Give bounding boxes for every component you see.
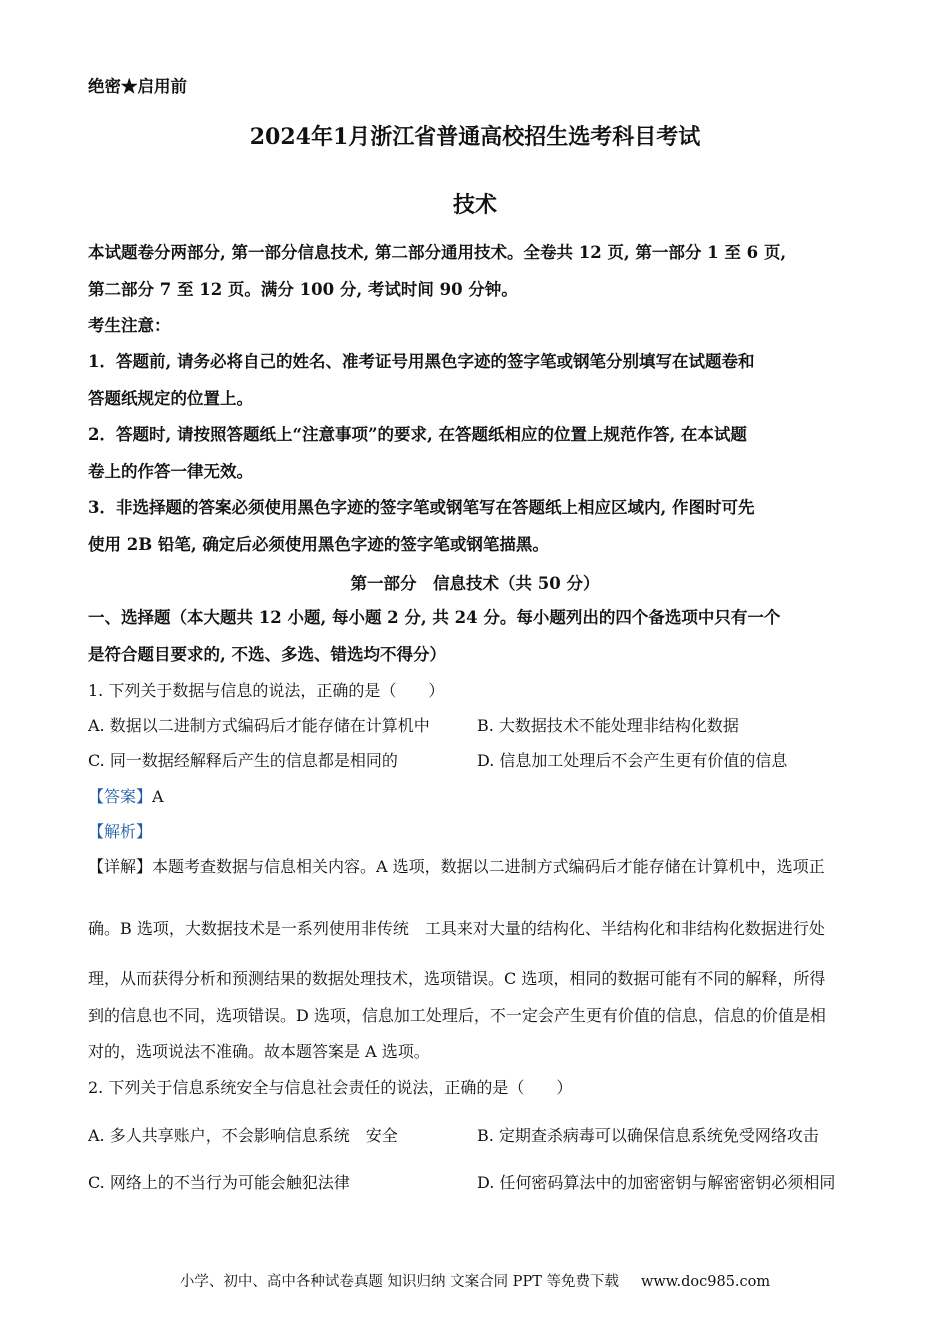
answer-label: 【答案】 [88, 787, 153, 806]
detail-text-1: 本题考查数据与信息相关内容。A 选项，数据以二进制方式编码后才能存储在计算机中，选项正 [152, 857, 825, 876]
question-1-detail-line-5: 对的，选项说法不准确。故本题答案是 A 选项。 [88, 1042, 430, 1061]
question-2-option-d: D. 任何密码算法中的加密密钥与解密密钥必须相同 [477, 1173, 836, 1192]
detail-label: 【详解】 [88, 857, 153, 876]
question-1-stem: 1. 下列关于数据与信息的说法，正确的是（ ） [88, 681, 445, 700]
notice-3-line-2: 使用 2B 铅笔, 确定后必须使用黑色字迹的签字笔或钢笔描黑。 [88, 535, 549, 554]
subject-title: 技术 [452, 192, 497, 218]
exam-title: 2024年1月浙江省普通高校招生选考科目考试 [249, 124, 701, 150]
question-2-stem: 2. 下列关于信息系统安全与信息社会责任的说法，正确的是（ ） [88, 1078, 573, 1097]
question-1-detail-line-3: 理，从而获得分析和预测结果的数据处理技术，选项错误。C 选项，相同的数据可能有不同的解释，所得 [88, 969, 826, 988]
notice-title: 考生注意： [88, 316, 171, 335]
notice-1-line-2: 答题纸规定的位置上。 [88, 389, 253, 408]
question-1-option-b: B. 大数据技术不能处理非结构化数据 [477, 716, 739, 735]
question-1-option-a: A. 数据以二进制方式编码后才能存储在计算机中 [88, 716, 430, 735]
question-1-answer [88, 786, 164, 808]
footer-text: 小学、初中、高中各种试卷真题 知识归纳 文案合同 PPT 等免费下载 [179, 1274, 619, 1290]
question-1-option-c: C. 同一数据经解释后产生的信息都是相同的 [88, 751, 398, 770]
notice-3-line-1: 3．非选择题的答案必须使用黑色字迹的签字笔或钢笔写在答题纸上相应区域内, 作图时可先 [88, 498, 755, 517]
intro-line-2: 第二部分 7 至 12 页。满分 100 分, 考试时间 90 分钟。 [88, 280, 518, 299]
confidential-label: 绝密★启用前 [88, 77, 187, 96]
section-one-line-2: 是符合题目要求的, 不选、多选、错选均不得分） [88, 645, 446, 664]
notice-2-line-2: 卷上的作答一律无效。 [88, 462, 253, 481]
question-1-option-d: D. 信息加工处理后不会产生更有价值的信息 [477, 751, 788, 770]
question-2-option-b: B. 定期查杀病毒可以确保信息系统免受网络攻击 [477, 1126, 819, 1145]
part-one-heading: 第一部分 信息技术（共 50 分） [350, 574, 600, 593]
intro-line-1: 本试题卷分两部分, 第一部分信息技术, 第二部分通用技术。全卷共 12 页, 第一部分 1 至 6 页, [88, 243, 787, 262]
answer-value: A [152, 787, 164, 806]
question-1-detail-line-1 [88, 856, 825, 878]
analysis-label: 【解析】 [88, 822, 153, 841]
question-2-option-c: C. 网络上的不当行为可能会触犯法律 [88, 1173, 350, 1192]
question-1-detail-line-4: 到的信息也不同，选项错误。D 选项，信息加工处理后，不一定会产生更有价值的信息，信息的价值是相 [88, 1006, 826, 1025]
section-one-line-1: 一、选择题（本大题共 12 小题, 每小题 2 分, 共 24 分。每小题列出的四个备选项中只有一个 [88, 608, 781, 627]
footer-link[interactable]: www.doc985.com [640, 1274, 771, 1290]
notice-2-line-1: 2．答题时, 请按照答题纸上“注意事项”的要求, 在答题纸相应的位置上规范作答, 在本试题 [88, 425, 747, 444]
question-1-detail-line-2: 确。B 选项，大数据技术是一系列使用非传统 工具来对大量的结构化、半结构化和非结构化数据进行处 [88, 919, 825, 938]
notice-1-line-1: 1．答题前, 请务必将自己的姓名、准考证号用黑色字迹的签字笔或钢笔分别填写在试题卷和 [88, 352, 755, 371]
question-1-analysis [88, 821, 152, 843]
page-footer [0, 1270, 950, 1291]
question-2-option-a: A. 多人共享账户，不会影响信息系统 安全 [88, 1126, 398, 1145]
